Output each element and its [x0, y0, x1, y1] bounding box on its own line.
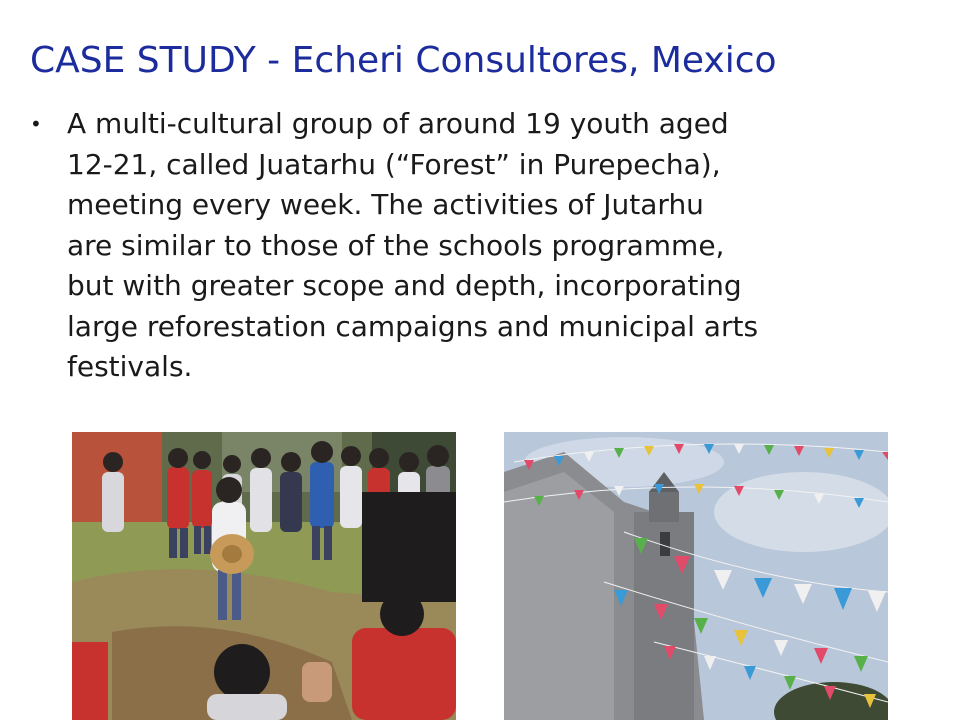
bullet-line-7: festivals.: [67, 350, 193, 383]
church-festival-photo: [504, 432, 888, 720]
bullet-line-2: 12-21, called Juatarhu (“Forest” in Purepecha),: [67, 147, 721, 181]
slide-title: CASE STUDY - Echeri Consultores, Mexico: [30, 40, 777, 81]
bullet-line-3: meeting every week. The activities of Jutarhu: [67, 188, 704, 221]
youth-group-photo: [72, 432, 456, 720]
bullet-marker: •: [30, 112, 42, 136]
bullet-line-6: large reforestation campaigns and municipal arts: [67, 309, 759, 343]
bullet-list: [30, 104, 930, 388]
bullet-item: [30, 104, 930, 388]
bullet-line-1: A multi-cultural group of around 19 youth aged: [67, 107, 729, 140]
church-festival-illustration: [504, 432, 888, 720]
youth-group-illustration: [72, 432, 456, 720]
bullet-line-4: are similar to those of the schools programme,: [67, 228, 725, 262]
bullet-line-5: but with greater scope and depth, incorporating: [67, 269, 742, 302]
